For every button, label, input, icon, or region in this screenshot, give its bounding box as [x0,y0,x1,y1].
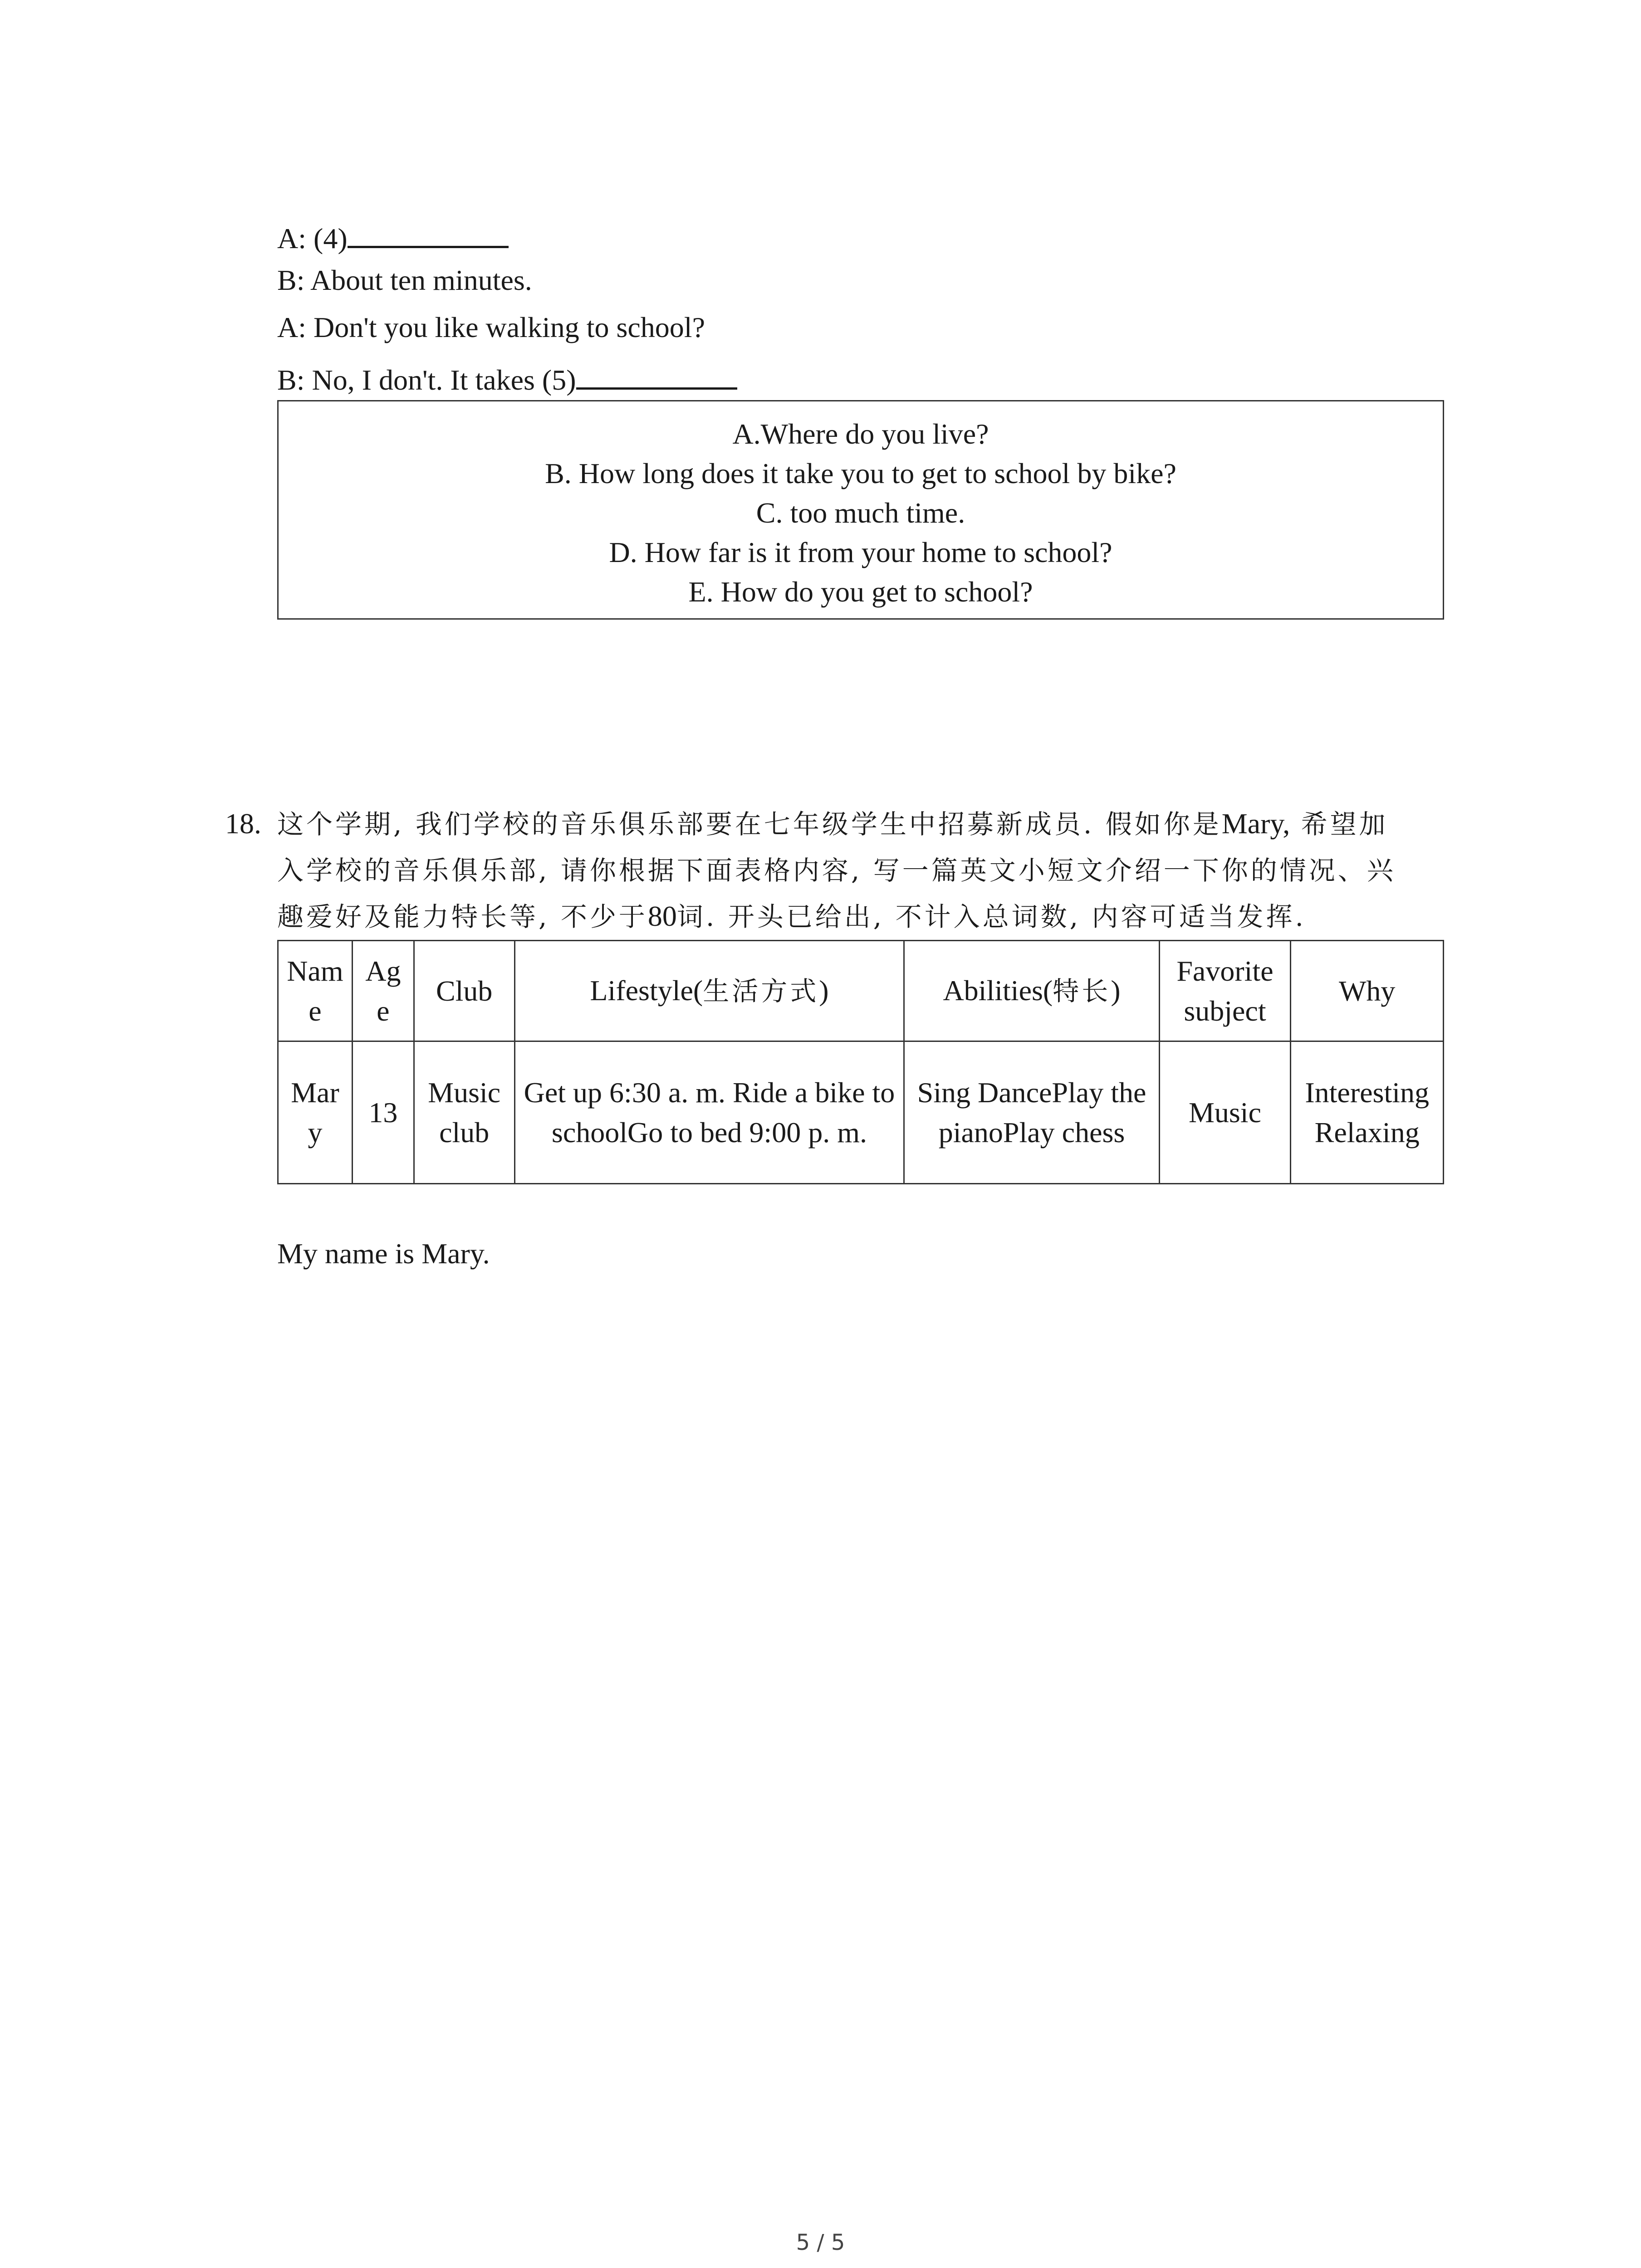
cell-club: Music club [414,1041,514,1184]
question-line-3: 趣爱好及能力特长等, 不少于80词. 开头已给出, 不计入总词数, 内容可适当发挥. [277,900,1306,932]
dialogue-line-1: A: (4) [277,220,509,253]
page-number: 5 / 5 [796,2230,845,2255]
option-c: C. too much time. [756,497,965,529]
question-line-1: 这个学期, 我们学校的音乐俱乐部要在七年级学生中招募新成员. 假如你是Mary, 希望加 [277,807,1388,840]
table-header-row [278,941,1444,1041]
option-d: D. How far is it from your home to school? [609,536,1112,568]
options-box [277,400,1444,620]
header-club: Club [414,941,514,1041]
header-lifestyle: Lifestyle(生活方式) [514,941,904,1041]
table-row [278,1041,1444,1184]
option-a: A.Where do you live? [732,418,989,450]
header-abilities: Abilities(特长) [904,941,1159,1041]
header-name: Name [278,941,353,1041]
cell-age: 13 [352,1041,414,1184]
header-why: Why [1291,941,1444,1041]
cell-why: InterestingRelaxing [1291,1041,1444,1184]
option-e: E. How do you get to school? [688,576,1033,608]
header-favorite-subject: Favorite subject [1159,941,1291,1041]
header-age: Age [352,941,414,1041]
cell-lifestyle: Get up 6:30 a. m. Ride a bike to schoolGo to bed 9:00 p. m. [514,1041,904,1184]
cell-name: Mary [278,1041,353,1184]
dialogue-line-3: A: Don't you like walking to school? [277,311,705,343]
question-number: 18. [225,807,261,840]
info-table [277,940,1444,1184]
question-line-2: 入学校的音乐俱乐部, 请你根据下面表格内容, 写一篇英文小短文介绍一下你的情况、兴 [277,855,1396,886]
answer-blank-4[interactable] [348,220,509,248]
cell-favorite-subject: Music [1159,1041,1291,1184]
dialogue-line-2: B: About ten minutes. [277,264,532,296]
cell-abilities: Sing DancePlay the pianoPlay chess [904,1041,1159,1184]
start-sentence: My name is Mary. [277,1237,490,1270]
answer-blank-5[interactable] [576,361,737,390]
option-b: B. How long does it take you to get to school by bike? [545,457,1176,489]
dialogue-line-4: B: No, I don't. It takes (5) [277,361,737,395]
